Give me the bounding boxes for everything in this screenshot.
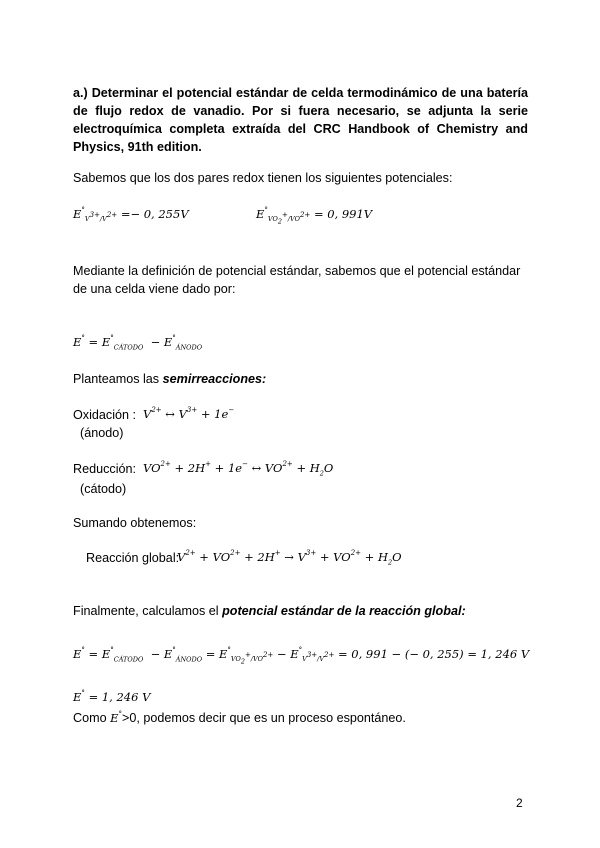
result-equation: E° = 1, 246 V	[73, 689, 151, 704]
conclusion-symbol: E°	[110, 710, 122, 725]
reduction-equation: $VO^{2+} + 2H^+ + 1e^-$ ↔ $VO^{2+} + H_2O$	[143, 460, 334, 478]
final-prefix: Finalmente, calculamos el	[73, 604, 223, 618]
conclusion-suffix: >0, podemos decir que es un proceso espontáneo.	[122, 711, 406, 725]
half-reactions-prefix: Planteamos las	[73, 372, 163, 386]
global-reaction-equation: $V^{2+} + VO^{2+} + 2H^+ \to V^{3+} + VO^{2+} + H_2O$	[177, 549, 402, 567]
final-calculation: $E^\circ = E^\circ_{CÁTODO} - E^\circ_{ÁNODO} = E^\circ_{VO_2^+/VO^{2+}} - E^\circ_{V^{3+}/V^{2+}} = 0$, 991 − (− 0, 255) = 1, 246 V	[73, 646, 530, 666]
conclusion-prefix: Como	[73, 711, 111, 725]
sum-text: Sumando obtenemos:	[73, 516, 197, 530]
potential-vo2-vo: $E^\circ_{VO_2^+/VO^{2+}} = 0$, 991V	[256, 206, 373, 226]
oxidation-label: Oxidación :	[73, 408, 136, 422]
reduction-label: Reducción:	[73, 462, 137, 476]
half-reactions-term: semirreacciones:	[162, 372, 267, 386]
potential-vo2-vo-value: = 0, 991V	[313, 207, 373, 221]
cell-potential-formula: $E^\circ = E^\circ_{CÁTODO} - E^\circ_{ÁNODO}$	[73, 334, 203, 352]
half-reactions-intro	[73, 372, 266, 386]
final-calculation-value: = 0, 991 − (− 0, 255) = 1, 246 V	[338, 647, 530, 661]
result-value: = 1, 246 V	[88, 690, 151, 704]
potential-v3-v2-value: =− 0, 255V	[120, 207, 189, 221]
problem-heading: a.) Determinar el potencial estándar de celda termodinámico de una batería de flujo redox de vanadio. Por si fuera necesario, se adjunta la serie electroquímica completa extraída del CRC Handbook of Chemistry and Physics, 91th edition.	[73, 86, 528, 154]
oxidation-equation: $V^{2+}$ ↔ $V^{3+} + 1e^-$	[143, 406, 235, 421]
definition-paragraph: Mediante la definición de potencial estándar, sabemos que el potencial estándar de una celda viene dado por:	[73, 264, 521, 296]
final-term: potencial estándar de la reacción global:	[222, 604, 466, 618]
page-number: 2	[516, 796, 523, 810]
reduction-sublabel: (cátodo)	[80, 482, 127, 496]
oxidation-sublabel: (ánodo)	[80, 426, 124, 440]
conclusion	[73, 710, 406, 725]
intro-paragraph: Sabemos que los dos pares redox tienen los siguientes potenciales:	[73, 171, 453, 185]
global-reaction-label: Reacción global:	[86, 551, 180, 565]
potential-v3-v2: $E^\circ_{V^{3+}/V^{2+}} =- 0$, 255V	[73, 206, 189, 224]
final-intro	[73, 604, 466, 618]
